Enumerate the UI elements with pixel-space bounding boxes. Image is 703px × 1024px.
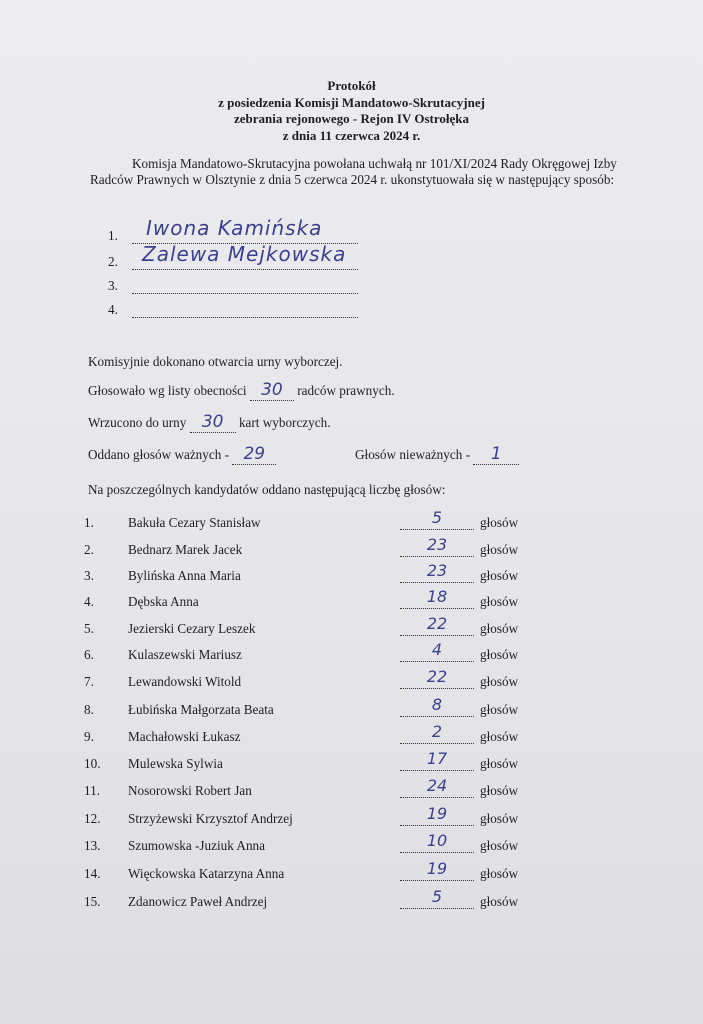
member-number: 3. xyxy=(108,278,118,293)
header-date: z dnia 11 czerwca 2024 r. xyxy=(282,127,421,143)
vote-unit-label: głosów xyxy=(480,594,519,609)
candidate-votes: 8 xyxy=(400,694,474,717)
member-line xyxy=(132,278,358,294)
invalid-label: Głosów nieważnych - xyxy=(355,447,470,462)
candidate-votes: 22 xyxy=(400,613,474,636)
member-number: 1. xyxy=(108,228,118,243)
document-title: Protokół xyxy=(327,78,376,93)
candidate-row xyxy=(84,831,644,858)
vote-unit-label: głosów xyxy=(480,702,519,717)
valid-label: Oddano głosów ważnych - xyxy=(88,447,229,462)
member-line xyxy=(132,302,358,318)
candidate-name: Bylińska Anna Maria xyxy=(128,568,241,583)
candidate-row xyxy=(84,535,644,562)
cast-suffix: kart wyborczych. xyxy=(238,415,331,430)
member-row xyxy=(108,242,347,274)
candidate-row xyxy=(84,859,644,886)
candidate-row xyxy=(84,749,644,776)
vote-unit-label: głosów xyxy=(480,674,519,689)
member-signature: Zalewa Mejkowska xyxy=(142,242,347,266)
candidate-name: Bednarz Marek Jacek xyxy=(128,542,243,557)
candidate-name: Kulaszewski Mariusz xyxy=(128,647,242,662)
candidate-number: 8. xyxy=(84,702,94,717)
voted-label: Głosowało wg listy obecności xyxy=(88,383,247,398)
member-signature: Iwona Kamińska xyxy=(146,216,323,240)
vote-unit-label: głosów xyxy=(480,756,519,771)
vote-unit-label: głosów xyxy=(480,866,519,881)
candidate-number: 2. xyxy=(84,542,94,557)
member-number: 4. xyxy=(108,302,118,317)
vote-unit-label: głosów xyxy=(480,838,519,853)
document-header xyxy=(0,78,703,144)
candidate-votes: 19 xyxy=(400,858,474,881)
vote-unit-label: głosów xyxy=(480,568,519,583)
candidate-votes: 19 xyxy=(400,803,474,826)
candidate-number: 10. xyxy=(84,756,101,771)
candidate-number: 4. xyxy=(84,594,94,609)
candidate-name: Dębska Anna xyxy=(128,594,199,609)
candidate-row xyxy=(84,887,644,914)
vote-unit-label: głosów xyxy=(480,894,519,909)
candidate-number: 11. xyxy=(84,783,100,798)
urn-opened-text: Komisyjnie dokonano otwarcia urny wyborczej. xyxy=(88,354,343,369)
candidate-votes: 5 xyxy=(400,886,474,909)
candidate-name: Mulewska Sylwia xyxy=(128,756,223,771)
candidate-number: 7. xyxy=(84,674,94,689)
candidate-name: Strzyżewski Krzysztof Andrzej xyxy=(128,811,293,826)
candidate-votes: 4 xyxy=(400,639,474,662)
invalid-count: 1 xyxy=(473,444,519,465)
invalid-line xyxy=(355,444,519,465)
candidate-row xyxy=(84,804,644,831)
vote-unit-label: głosów xyxy=(480,515,519,530)
member-row xyxy=(108,278,132,298)
candidate-votes: 23 xyxy=(400,560,474,583)
cast-line xyxy=(88,412,331,433)
candidate-name: Zdanowicz Paweł Andrzej xyxy=(128,894,268,909)
candidate-number: 12. xyxy=(84,811,101,826)
cast-count: 30 xyxy=(190,412,236,433)
vote-unit-label: głosów xyxy=(480,729,519,744)
candidate-name: Bakuła Cezary Stanisław xyxy=(128,515,261,530)
candidate-number: 6. xyxy=(84,647,94,662)
header-line-2: z posiedzenia Komisji Mandatowo-Skrutacyjnej xyxy=(218,94,485,110)
candidate-row xyxy=(84,614,644,641)
candidate-votes: 10 xyxy=(400,830,474,853)
voted-count: 30 xyxy=(250,380,294,401)
candidate-name: Jezierski Cezary Leszek xyxy=(128,621,256,636)
candidate-name: Łubińska Małgorzata Beata xyxy=(128,702,274,717)
candidate-row xyxy=(84,561,644,588)
candidate-votes: 5 xyxy=(400,507,474,530)
candidate-number: 9. xyxy=(84,729,94,744)
candidate-number: 14. xyxy=(84,866,101,881)
cast-label: Wrzucono do urny xyxy=(88,415,187,430)
candidate-name: Lewandowski Witold xyxy=(128,674,242,689)
candidate-row xyxy=(84,587,644,614)
vote-unit-label: głosów xyxy=(480,783,519,798)
per-candidate-text: Na poszczególnych kandydatów oddano następującą liczbę głosów: xyxy=(88,482,446,497)
valid-line xyxy=(88,444,276,465)
candidate-votes: 2 xyxy=(400,721,474,744)
intro-paragraph xyxy=(90,156,650,188)
candidate-number: 5. xyxy=(84,621,94,636)
candidate-row xyxy=(84,640,644,667)
vote-unit-label: głosów xyxy=(480,647,519,662)
valid-count: 29 xyxy=(232,444,276,465)
candidate-row xyxy=(84,776,644,803)
candidate-row xyxy=(84,695,644,722)
voted-suffix: radców prawnych. xyxy=(297,383,395,398)
candidate-votes: 24 xyxy=(400,775,474,798)
candidate-number: 1. xyxy=(84,515,94,530)
candidate-number: 3. xyxy=(84,568,94,583)
candidate-votes: 23 xyxy=(400,534,474,557)
candidate-name: Nosorowski Robert Jan xyxy=(128,783,252,798)
intro-text: Komisja Mandatowo-Skrutacyjna powołana uchwałą nr 101/XI/2024 Rady Okręgowej Izby Radców Prawnych w Olsztynie z dnia 5 czerwca 2024 r. ukonstytuowała się w następujący sposób: xyxy=(90,156,617,187)
candidate-row xyxy=(84,667,644,694)
candidate-votes: 22 xyxy=(400,666,474,689)
vote-unit-label: głosów xyxy=(480,621,519,636)
candidate-number: 13. xyxy=(84,838,101,853)
candidate-votes: 18 xyxy=(400,586,474,609)
voted-line xyxy=(88,380,395,401)
candidate-votes: 17 xyxy=(400,748,474,771)
vote-unit-label: głosów xyxy=(480,811,519,826)
candidate-row xyxy=(84,722,644,749)
candidate-name: Szumowska -Juziuk Anna xyxy=(128,838,265,853)
member-number: 2. xyxy=(108,254,118,269)
member-row xyxy=(108,216,323,248)
vote-unit-label: głosów xyxy=(480,542,519,557)
candidate-row xyxy=(84,508,644,535)
member-row xyxy=(108,302,132,322)
header-line-3: zebrania rejonowego - Rejon IV Ostrołęka xyxy=(233,111,470,126)
candidate-number: 15. xyxy=(84,894,101,909)
candidate-name: Machałowski Łukasz xyxy=(128,729,241,744)
candidate-name: Więckowska Katarzyna Anna xyxy=(128,866,285,881)
